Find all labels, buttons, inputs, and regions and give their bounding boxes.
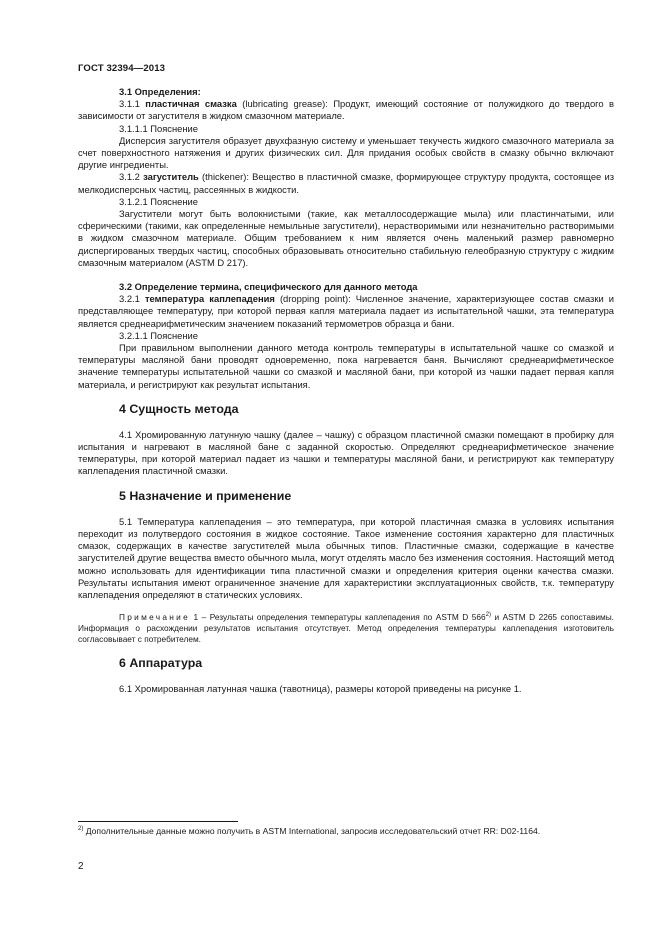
note-label: 3.2.1.1 Пояснение: [119, 329, 199, 341]
definition-lubricating-grease: 3.1.1 пластичная смазка (lubricating grease): Продукт, имеющий состояние от полужидкого до твердого в зависимости от загустителя в жидком смазочном материале.: [78, 98, 614, 122]
note-text: Дисперсия загустителя образует двухфазную систему и уменьшает текучесть жидкого смазочного материала за счет поверхностного натяжения и других физических сил. Для придания особых свойств в смазку обычно включают другие ингредиенты.: [78, 134, 614, 171]
section-3-2-heading: 3.2 Определение термина, специфического для данного метода: [119, 281, 418, 293]
footnote-separator: [78, 821, 238, 822]
section-4-heading: 4 Сущность метода: [119, 401, 239, 416]
definition-thickener: 3.1.2 загуститель (thickener): Вещество в пластичной смазке, формирующее структуру продукта, состоящее из мелкодисперсных частиц, рассеянных в жидкости.: [78, 171, 615, 195]
section-6-heading: 6 Аппаратура: [119, 656, 203, 671]
section-3-1-heading: 3.1 Определения:: [119, 86, 201, 97]
note-text: Загустители могут быть волокнистыми (такие, как металлосодержащие мыла) или пластинчатыми, или сферическими (такими, как определенные немыльные загустители), нерастворимыми или незначительно растворимыми в жидком смазочном материале. Общим требованием к ним является очень маленький размер равномерно диспергированых твердых частиц, способных образовывать относительно стабильную гелеобразную структуру с жидким смазочным материалом (ASTM D 217).: [78, 208, 614, 268]
term: загуститель: [143, 171, 199, 183]
section-5-heading: 5 Назначение и применение: [119, 488, 292, 503]
note-text: При правильном выполнении данного метода контроль температуры в испытательной чашке со смазкой и температуры масляной бани проводят одновременно, пока нагревается баня. Вычисляют среднеарифметическое значение температуры испытательной чашки со смазкой и масляной бани, при которой из чашки падает первая капля материала, и регистрируют как результат испытания.: [78, 342, 614, 390]
section-6-paragraph: 6.1 Хромированная латунная чашка (тавотница), размеры которой приведены на рисунке 1.: [119, 683, 522, 695]
term: температура каплепадения: [144, 293, 275, 305]
footnote: $^{2)}$ Дополнительные данные можно получить в ASTM International, запросив исследовательский отчет RR: D02-1164.: [78, 826, 541, 836]
section-4-paragraph: 4.1 Хромированную латунную чашку (далее – чашку) с образцом пластичной смазки помещают в пробирку для испытания и нагревают в масляной бане с заданной скоростью. Определяют среднеарифметическое значение температуры, при которой материал падает из чашки и температуры масляной бани, и регистрируют как температуру каплепадения пластичной смазки.: [78, 428, 614, 477]
section-5-paragraph: 5.1 Температура каплепадения – это температура, при которой пластичная смазка в условиях испытания переходит из полутвердого состояния в жидкое состояние. Такое изменение состояния характерно для пластичных смазок, содержащих в качестве загустителей мыла обычных типов. Пластичные смазки, содержащие в качестве загустителей другие вещества вместо обычного мыла, могут отделять масло без изменения состояния. Настоящий метод можно использовать для идентификации типа пластичной смазки и определения критерия оценки качества смазки. Результаты испытания имеют ограниченное значение для характеристики эксплуатационных свойств, т.к. температуру каплепадения определяют в статических условиях.: [78, 515, 614, 600]
term: пластичная смазка: [145, 98, 237, 110]
note-label: 3.1.2.1 Пояснение: [119, 195, 199, 207]
note-label: 3.1.1.1 Пояснение: [119, 122, 199, 134]
document-body: [78, 86, 614, 695]
definition-dropping-point: 3.2.1 температура каплепадения (dropping point): Численное значение, характеризующее состав смазки и представляющее температуру, при которой первая капля материала падает из испытательной чашки, эта температура является среднеарифметическим значением показаний термометров образца и бани.: [78, 293, 614, 329]
page-number: 2: [78, 861, 84, 872]
section-5-note: Примечание 1 – Результаты определения температуры каплепадения по ASTM D 566$^{2)}$ и ASTM D 2265 сопоставимы. Информация о расхождении результатов испытания отсутствует. Метод определения температуры каплепадения изготовитель согласовывает с потребителем.: [78, 612, 614, 645]
document-header: ГОСТ 32394—2013: [78, 63, 166, 74]
